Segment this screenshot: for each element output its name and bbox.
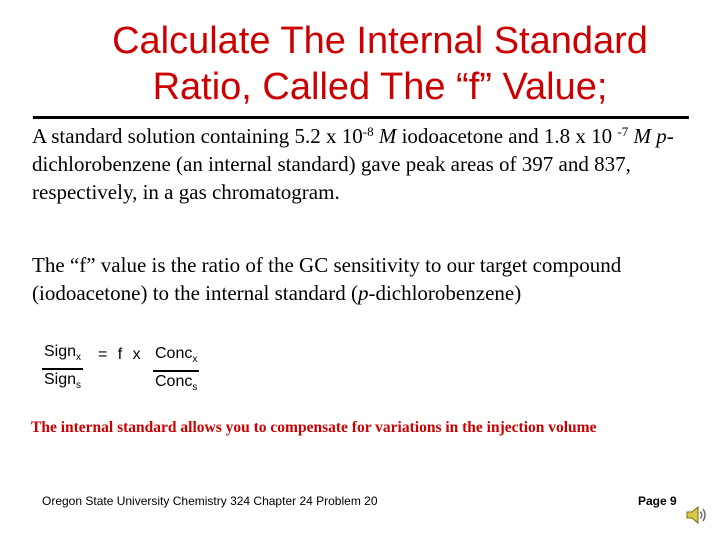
internal-standard-note: The internal standard allows you to compensate for variations in the injection volume: [31, 419, 597, 436]
concentration-ratio-fraction: [153, 344, 199, 398]
equation-middle: = f x: [98, 346, 141, 363]
title-line-1: Calculate The Internal Standard: [112, 20, 648, 62]
definition-paragraph: [32, 251, 692, 307]
p2-text-1: The “f” value is the ratio of the GC sensitivity to our target compound (iodoacetone) to the internal standard (: [32, 253, 622, 305]
p1-text-3: iodoacetone and 1.8 x 10: [396, 124, 618, 148]
signal-ratio-fraction: [42, 342, 83, 396]
p1-molar-2: M: [633, 124, 651, 148]
speaker-icon[interactable]: [684, 503, 708, 527]
title-line-2: Ratio, Called The “f” Value;: [152, 66, 608, 108]
p1-text-6: -dichlorobenzene (an internal standard) gave peak areas of 397 and 837, respectively, in a gas chromatogram.: [32, 124, 674, 204]
p2-text-2: -dichlorobenzene): [368, 281, 522, 305]
signal-s: Sign$_s$: [44, 371, 82, 392]
title-divider: [33, 116, 689, 119]
footer-page-number: Page 9: [638, 494, 677, 508]
slide-title: [60, 18, 700, 110]
signal-x: Sign$_x$: [42, 342, 83, 370]
problem-paragraph: [32, 122, 692, 206]
p1-para-prefix: p: [656, 124, 667, 148]
p1-exponent-1: -8: [362, 124, 374, 139]
p1-exponent-2: -7: [617, 124, 629, 139]
conc-s: Conc$_s$: [155, 373, 198, 394]
p1-text-1: A standard solution containing 5.2 x 10: [32, 124, 363, 148]
footer-course: Oregon State University Chemistry 324 Chapter 24 Problem 20: [42, 494, 378, 508]
conc-x: Conc$_x$: [153, 344, 199, 372]
p2-para-prefix: p: [357, 281, 369, 305]
p1-molar-1: M: [378, 124, 397, 148]
